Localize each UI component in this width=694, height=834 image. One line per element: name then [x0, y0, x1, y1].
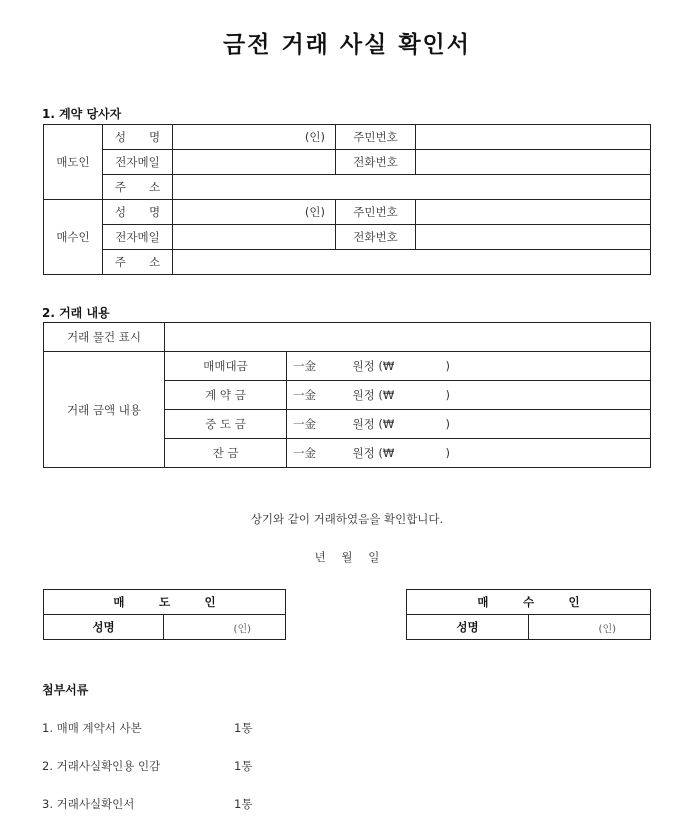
seller-signature-field[interactable] — [164, 615, 286, 640]
seller-signature-header: 매 도 인 — [44, 590, 286, 615]
buyer-id-field[interactable] — [416, 200, 651, 225]
seller-phone-field[interactable] — [416, 150, 651, 175]
seller-address-field[interactable] — [173, 175, 651, 200]
details-table — [43, 322, 651, 468]
buyer-id-label: 주민번호 — [336, 200, 416, 225]
attachment-item — [42, 796, 253, 812]
attachment-text: 3. 거래사실확인서 — [42, 797, 135, 811]
amount-label: 거래 금액 내용 — [44, 352, 165, 468]
seller-phone-label: 전화번호 — [336, 150, 416, 175]
balance-label: 잔 금 — [165, 439, 287, 468]
seller-id-field[interactable] — [416, 125, 651, 150]
interim-payment-label: 중 도 금 — [165, 410, 287, 439]
deposit-field[interactable]: 一金 원정 (₩ ) — [287, 381, 651, 410]
attachment-item — [42, 758, 253, 774]
purchase-price-label: 매매대금 — [165, 352, 287, 381]
seller-address-label: 주 소 — [103, 175, 173, 200]
seller-id-label: 주민번호 — [336, 125, 416, 150]
buyer-signature-header: 매 수 인 — [407, 590, 651, 615]
attachment-item — [42, 720, 253, 736]
attachment-count: 1통 — [234, 797, 253, 811]
buyer-email-label: 전자메일 — [103, 225, 173, 250]
parties-table — [43, 124, 651, 275]
buyer-name-label: 성 명 — [103, 200, 173, 225]
seller-email-label: 전자메일 — [103, 150, 173, 175]
details-heading: 2. 거래 내용 — [42, 306, 110, 320]
date-line[interactable]: 년 월 일 — [314, 550, 380, 564]
purchase-price-field[interactable]: 一金 원정 (₩ ) — [287, 352, 651, 381]
buyer-phone-field[interactable] — [416, 225, 651, 250]
document-title: 금전 거래 사실 확인서 — [223, 32, 471, 58]
buyer-address-field[interactable] — [173, 250, 651, 275]
interim-payment-field[interactable]: 一金 원정 (₩ ) — [287, 410, 651, 439]
confirmation-text: 상기와 같이 거래하였음을 확인합니다. — [250, 512, 444, 526]
attachment-text: 1. 매매 계약서 사본 — [42, 721, 142, 735]
buyer-address-label: 주 소 — [103, 250, 173, 275]
buyer-phone-label: 전화번호 — [336, 225, 416, 250]
attachment-count: 1통 — [234, 759, 253, 773]
seller-label: 매도인 — [44, 125, 103, 200]
buyer-email-field[interactable] — [173, 225, 336, 250]
buyer-name-field[interactable] — [173, 200, 336, 225]
seller-email-field[interactable] — [173, 150, 336, 175]
parties-heading: 1. 계약 당사자 — [42, 107, 122, 121]
buyer-signature-seal: (인) — [598, 623, 617, 635]
seller-signature-seal: (인) — [233, 623, 252, 635]
seller-seal-mark: (인) — [304, 130, 325, 144]
seller-signature-table — [43, 589, 286, 640]
seller-name-field[interactable] — [173, 125, 336, 150]
attachment-text: 2. 거래사실확인용 인감 — [42, 759, 161, 773]
buyer-label: 매수인 — [44, 200, 103, 275]
buyer-seal-mark: (인) — [304, 205, 325, 219]
item-field[interactable] — [165, 323, 651, 352]
balance-field[interactable]: 一金 원정 (₩ ) — [287, 439, 651, 468]
attachment-count: 1통 — [234, 721, 253, 735]
seller-name-label: 성 명 — [103, 125, 173, 150]
attachments-heading: 첨부서류 — [42, 683, 89, 697]
buyer-signature-field[interactable] — [529, 615, 651, 640]
item-label: 거래 물건 표시 — [44, 323, 165, 352]
deposit-label: 계 약 금 — [165, 381, 287, 410]
seller-signature-name-label: 성명 — [44, 615, 164, 640]
buyer-signature-table — [406, 589, 651, 640]
buyer-signature-name-label: 성명 — [407, 615, 529, 640]
